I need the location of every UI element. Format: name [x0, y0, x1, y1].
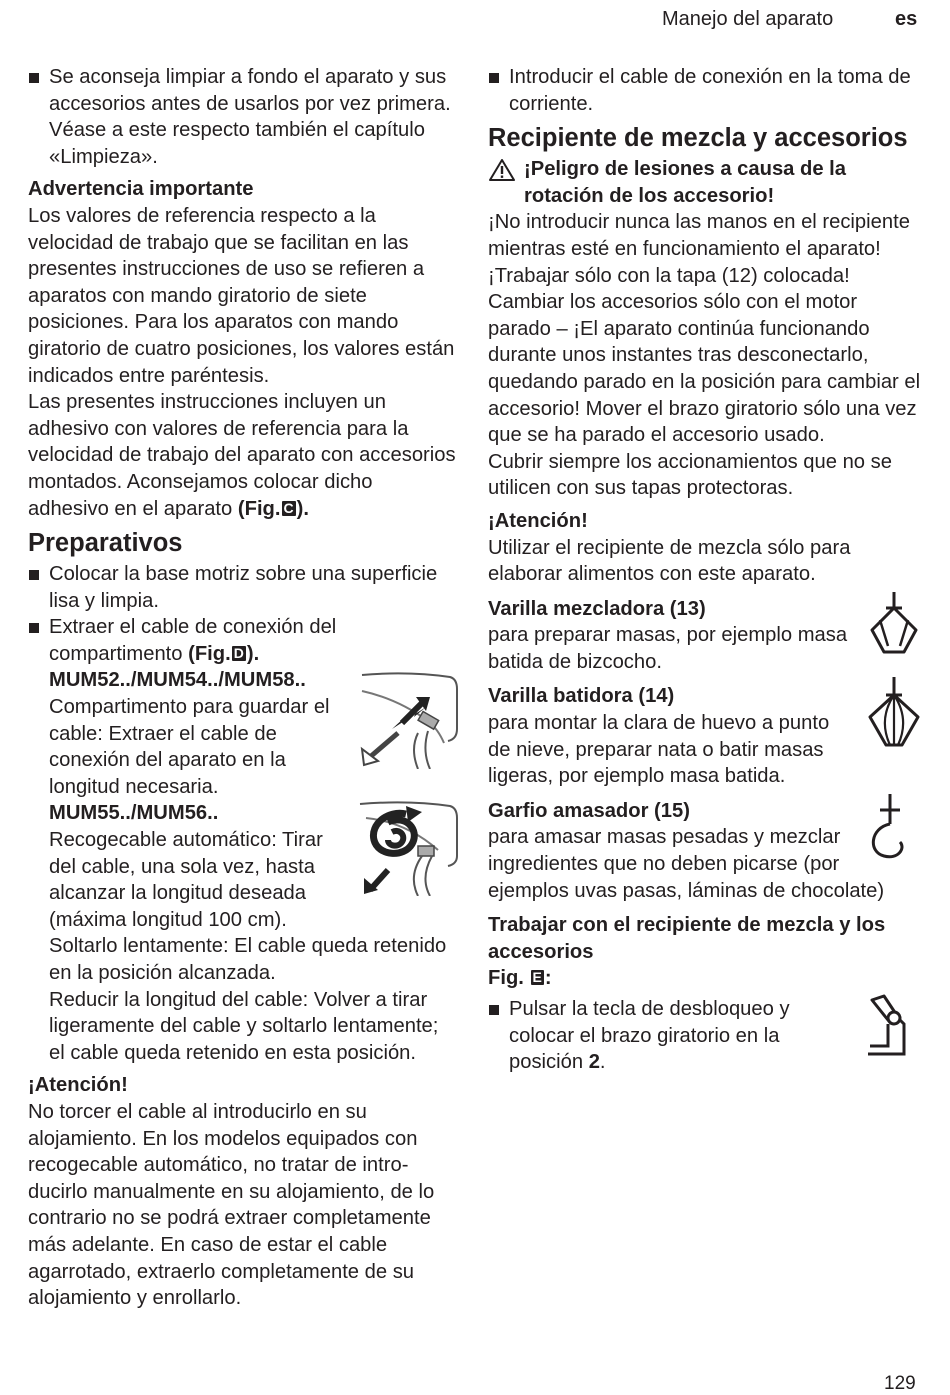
right-attention-title: ¡Atención! — [488, 509, 588, 532]
page-number: 129 — [884, 1373, 916, 1394]
model1-label: MUM52../MUM54../MUM58.. — [49, 669, 306, 692]
danger-text-1: ¡No introducir nunca las manos en el recipiente mientras esté en funcionamiento el aparato! ¡Trabajar sólo con la tapa (12) colocada! — [488, 211, 910, 287]
plug-bullet: Introducir el cable de conexión en la toma de corriente. — [488, 64, 924, 117]
preparativos-heading: Preparativos — [28, 529, 183, 558]
danger-text-3: Cubrir siempre los accionamientos que no se utilicen con sus tapas protectoras. — [488, 450, 892, 500]
work-fig-line — [488, 965, 924, 992]
warning-title: Advertencia importante — [28, 178, 254, 201]
stirring-whisk-icon — [864, 590, 924, 664]
model1-text: Compartimento para guardar el cable: Extraer el cable de conexión del aparato en la longitud necesaria. — [49, 696, 330, 798]
work-title: Trabajar con el recipiente de mezcla y los accesorios — [488, 914, 886, 963]
left-attention-title: ¡Atención! — [28, 1074, 128, 1097]
prep-bullet-cable-text: Extraer el cable de conexión del compartimento — [49, 616, 337, 665]
right-attention-text: Utilizar el recipiente de mezcla sólo para elaborar alimentos con este aparato. — [488, 536, 851, 586]
tool3-text: para amasar masas pesadas y mezclar ingredientes que no deben picarse (por ejemplos uvas pasas, láminas de chocolate) — [488, 826, 885, 902]
work-bullet-block — [488, 996, 924, 1076]
prep-bullet-base: Colocar la base motriz sobre una superficie lisa y limpia. — [28, 561, 458, 614]
danger-title: ¡Peligro de lesiones a causa de la rotación de los accesorio! — [524, 158, 847, 207]
work-bullet-text: Pulsar la tecla de desbloqueo y colocar el brazo giratorio en la posición — [509, 998, 790, 1074]
tool-balloon-whisk — [488, 683, 924, 789]
sticker-fig-end: ). — [296, 497, 309, 520]
cable-compartment-illustration — [358, 669, 458, 769]
fig-d-badge: D — [233, 644, 244, 661]
running-header-section: Manejo del aparato — [662, 8, 834, 30]
right-column — [488, 64, 924, 1076]
sticker-paragraph — [28, 389, 458, 522]
prep-fig-end: ). — [246, 642, 260, 665]
work-bullet-position: 2 — [588, 1051, 600, 1074]
work-bullet — [488, 996, 924, 1076]
tool-mixer-whisk — [488, 596, 924, 676]
model2-reduce: Reducir la longitud del cable: Volver a tirar ligeramente del cable y soltarlo lentamente; el cable queda retenido en esta posición. — [49, 988, 439, 1064]
work-fig-label: Fig. — [488, 967, 524, 990]
tool1-text: para preparar masas, por ejemplo masa batida de bizcocho. — [488, 624, 848, 673]
prep-bullet-cable — [28, 614, 458, 667]
cable-reel-illustration — [358, 800, 458, 896]
tool3-title: Garfio amasador (15) — [488, 799, 690, 822]
sticker-fig-ref: (Fig. — [237, 497, 281, 520]
prep-fig-ref: (Fig. — [188, 642, 231, 665]
model-block-1 — [28, 667, 458, 1066]
recipiente-heading: Recipiente de mezcla y accesorios — [488, 124, 908, 153]
work-fig-colon: : — [544, 967, 552, 990]
balloon-whisk-icon — [864, 675, 924, 755]
tool2-title: Varilla batidora (14) — [488, 685, 675, 708]
warning-triangle-icon — [488, 158, 516, 182]
model2-text: Recogecable automático: Tirar del cable, una sola vez, hasta alcanzar la longitud deseada (máxima longitud 100 cm). — [49, 829, 323, 931]
tool1-title: Varilla mezcladora (13) — [488, 597, 706, 620]
tool-dough-hook — [488, 798, 924, 904]
dough-hook-icon — [864, 792, 914, 866]
fig-c-badge: C — [283, 499, 294, 516]
warning-text: Los valores de referencia respecto a la velocidad de trabajo que se facilitan en las presentes instrucciones de uso se refieren a aparatos con mando giratorio de siete posiciones. Para los aparatos con mando giratorio de cuatro posiciones, los valores están indicados entre paréntesis. — [28, 204, 455, 387]
model2-label: MUM55../MUM56.. — [49, 802, 219, 825]
model2-release: Soltarlo lentamente: El cable queda retenido en la posición alcanzada. — [49, 935, 447, 984]
left-attention-text: No torcer el cable al introducirlo en su alojamiento. En los modelos equipados con recogecable automático, no tratar de introducirlo manualmente en su alojamiento, de lo contrario no se podrá extraer completamente más adelante. En caso de estar el cable agarrotado, extraerlo completamente de su alojamiento y enrollarlo. — [28, 1100, 435, 1310]
danger-title-block — [488, 156, 924, 209]
intro-bullet: Se aconseja limpiar a fondo el aparato y sus accesorios antes de usarlos por vez primera. Véase a este respecto también el capítulo «Limpieza». — [28, 64, 458, 170]
running-header-language: es — [895, 8, 918, 30]
tool2-text: para montar la clara de huevo a punto de nieve, preparar nata o batir masas ligeras, por ejemplo masa batida. — [488, 712, 830, 788]
fig-e-badge: E — [532, 969, 542, 986]
work-bullet-end: . — [599, 1051, 606, 1074]
left-column — [28, 64, 458, 1312]
sticker-text: Las presentes instrucciones incluyen un adhesivo con valores de referencia para la velocidad de trabajo del aparato con accesorios montados. Aconsejamos colocar dicho adhesivo en el aparato — [28, 391, 456, 520]
danger-text-2: Cambiar los accesorios sólo con el motor parado – ¡El aparato continúa funcionando durante unos instantes tras desconectarlo, quedando parado en la posición para cambiar el accesorio! Mover el brazo giratorio sólo una vez que se ha parado el accesorio usado. — [488, 291, 921, 447]
